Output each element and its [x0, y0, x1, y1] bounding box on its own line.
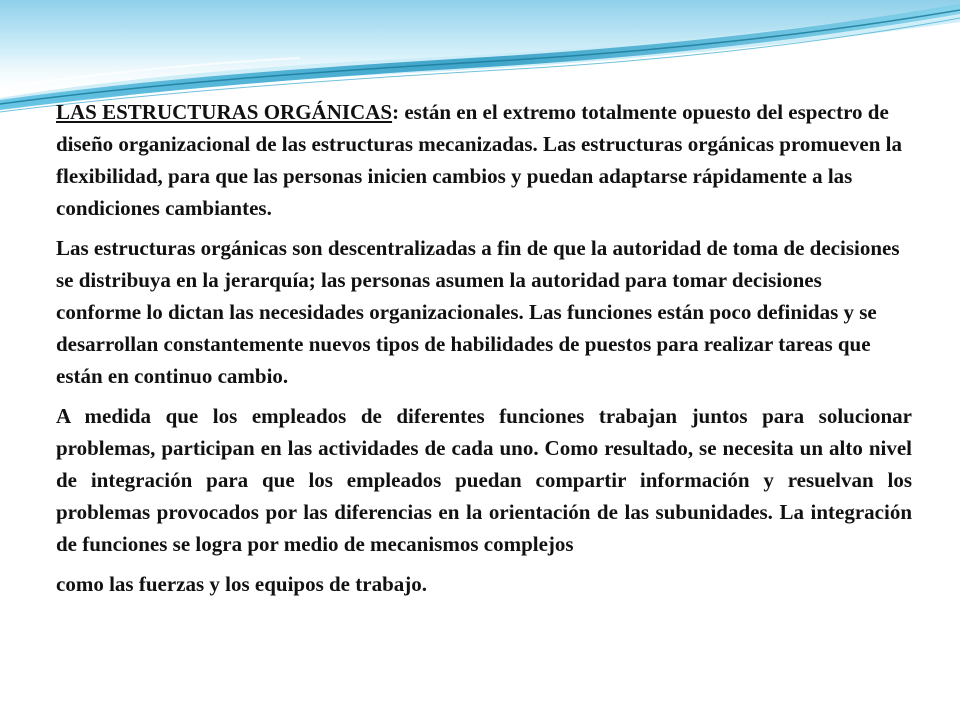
slide-body [56, 96, 912, 600]
heading-colon: : [392, 100, 400, 124]
section-heading: LAS ESTRUCTURAS ORGÁNICAS [56, 100, 393, 124]
paragraph-2: Las estructuras orgánicas son descentralizadas a fin de que la autoridad de toma de decisiones se distribuya en la jerarquía; las personas asumen la autoridad para tomar decisiones conforme lo dictan las necesidades organizacionales. Las funciones están poco definidas y se desarrollan constantemente nuevos tipos de habilidades de puestos para realizar tareas que están en continuo cambio. [56, 236, 900, 388]
paragraph-4: como las fuerzas y los equipos de trabajo. [56, 572, 427, 596]
paragraph-1-body: están en el extremo totalmente opuesto del espectro de diseño organizacional de las estructuras mecanizadas. Las estructuras orgánicas promueven la flexibilidad, para que las personas inicien cambios y puedan adaptarse rápidamente a las condiciones cambiantes. [56, 100, 902, 220]
paragraph-1 [56, 96, 912, 224]
paragraph-3: A medida que los empleados de diferentes funciones trabajan juntos para solucionar problemas, participan en las actividades de cada uno. Como resultado, se necesita un alto nivel de integración para que los empleados puedan compartir información y resuelvan los problemas provocados por las diferencias en la orientación de las subunidades. La integración de funciones se logra por medio de mecanismos complejos [56, 404, 912, 556]
